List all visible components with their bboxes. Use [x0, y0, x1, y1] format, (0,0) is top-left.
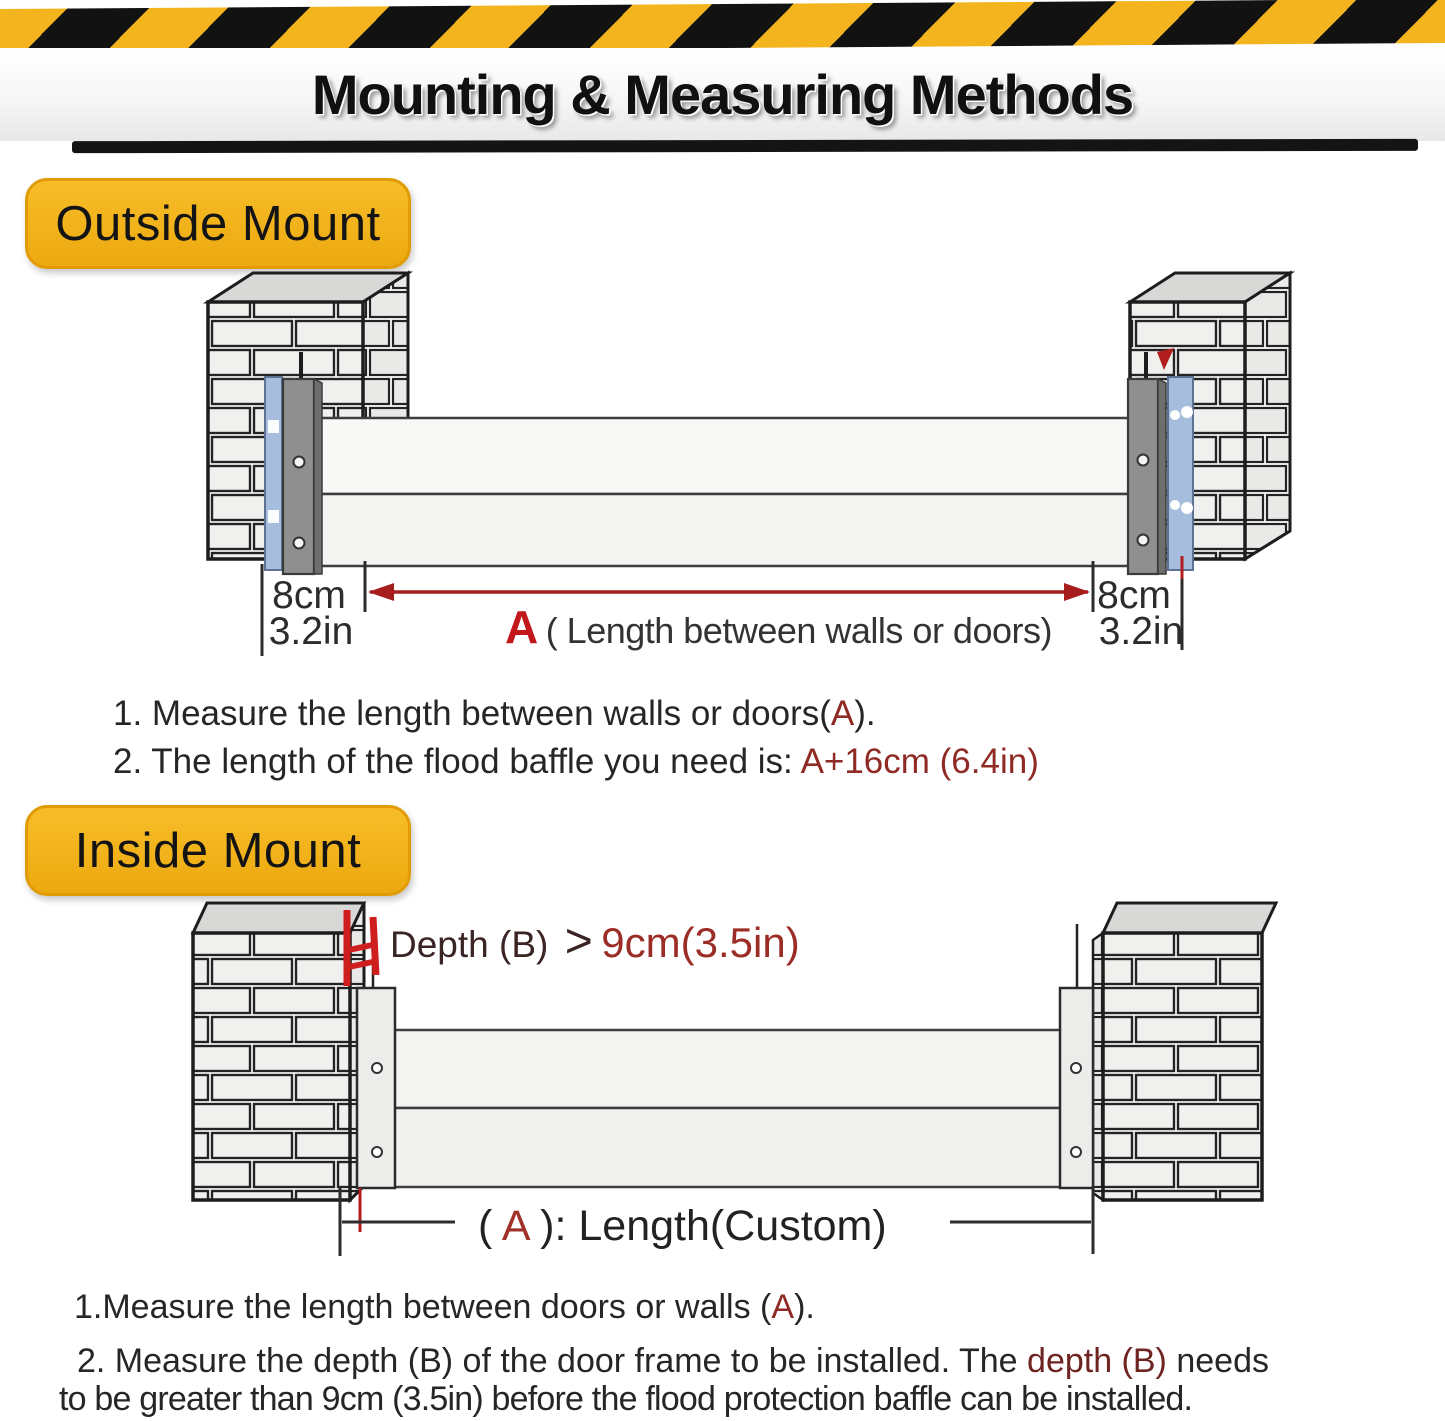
outside-mount-label-text: Outside Mount — [55, 196, 381, 251]
outside-step-2 — [113, 742, 1039, 782]
outside-step-1 — [113, 694, 876, 734]
inside-mount-label-text: Inside Mount — [74, 823, 362, 878]
left-overlap-inch: 3.2in — [268, 610, 354, 653]
right-overlap-cm: 8cm — [1097, 574, 1171, 617]
left-wall-front-face — [193, 933, 350, 1200]
inside-right-wall — [1093, 903, 1276, 1200]
screw-hole — [1138, 455, 1149, 466]
inside-step1-end: ). — [794, 1288, 815, 1326]
length-label-rest: ): Length(Custom) — [540, 1202, 887, 1250]
arrow-head-right-icon — [1064, 583, 1090, 601]
inside-step2-continuation: to be greater than 9cm (3.5in) before the flood protection baffle can be installed. — [59, 1380, 1193, 1418]
caution-stripe-band — [0, 0, 1445, 53]
screw-hole — [1071, 1063, 1081, 1073]
inside-left-bracket — [357, 960, 395, 1188]
outside-step1-a: A — [830, 694, 855, 733]
outside-step1-end: ). — [854, 694, 876, 733]
inside-mount-label — [25, 805, 411, 896]
right-wall-side-face — [1245, 273, 1290, 559]
inside-step1-text: 1.Measure the length between doors or walls ( — [74, 1288, 772, 1326]
right-channel-rail — [1168, 377, 1193, 570]
inside-right-bracket — [1060, 924, 1093, 1188]
flood-barrier-panels — [303, 418, 1145, 566]
page-title: Mounting & Measuring Methods — [311, 63, 1134, 126]
left-channel-rail — [265, 377, 282, 570]
right-mounting-assembly — [1128, 348, 1193, 574]
title-band — [0, 48, 1445, 141]
left-mounting-bracket — [357, 988, 395, 1188]
depth-value: 9cm(3.5in) — [601, 919, 800, 966]
span-a-letter: A — [505, 601, 539, 653]
inside-step-2-line2 — [59, 1380, 1192, 1419]
left-overlap-cm: 8cm — [272, 574, 346, 617]
outside-step2-text: 2. The length of the flood baffle you need is: — [113, 742, 801, 781]
outside-mount-label — [25, 178, 411, 269]
barrier-panel-bottom — [380, 1108, 1068, 1187]
inside-step2-text: 2. Measure the depth (B) of the door frame to be installed. The — [77, 1342, 1028, 1380]
inside-mount-diagram — [0, 895, 1445, 1295]
screw-hole — [1071, 1147, 1081, 1157]
screw-hole — [294, 457, 305, 468]
depth-label — [390, 915, 800, 968]
inside-step2-highlight: depth (B) — [1027, 1342, 1167, 1380]
screw-hole — [372, 1063, 382, 1073]
inside-step2-end: needs — [1166, 1342, 1269, 1380]
outside-mount-diagram — [0, 268, 1445, 690]
span-length-label — [505, 601, 1052, 653]
inside-step1-a: A — [771, 1288, 795, 1326]
depth-label-text: Depth (B) — [390, 924, 549, 965]
screw-hole — [1138, 535, 1149, 546]
right-wall-top-face — [1103, 903, 1276, 933]
custom-length-label — [478, 1202, 887, 1250]
arrow-head-left-icon — [368, 583, 394, 601]
inside-barrier-panels — [380, 1030, 1068, 1187]
screw-hole — [294, 538, 305, 549]
right-post-side — [1158, 379, 1166, 574]
barrier-panel-top — [303, 418, 1145, 494]
inside-left-wall — [193, 903, 364, 1200]
outside-step2-formula: A+16cm (6.4in) — [800, 742, 1039, 781]
left-post-side — [314, 379, 322, 574]
left-wall-top-face — [193, 903, 364, 933]
barrier-panel-top — [380, 1030, 1068, 1108]
inside-step-1 — [74, 1288, 815, 1327]
outside-step1-text: 1. Measure the length between walls or doors( — [113, 694, 831, 733]
barrier-panel-bottom — [303, 494, 1145, 566]
right-mounting-bracket — [1060, 988, 1093, 1188]
length-open-paren: ( — [478, 1202, 493, 1250]
banner-underline-bar — [72, 139, 1418, 153]
span-label-rest: ( Length between walls or doors) — [545, 610, 1052, 651]
length-a-letter: A — [501, 1202, 529, 1250]
rail-mark — [1170, 500, 1180, 510]
left-mounting-assembly — [265, 352, 322, 574]
rail-mark — [1170, 410, 1180, 420]
right-wall-front-face — [1103, 933, 1262, 1200]
inside-step-2-line1 — [77, 1342, 1269, 1381]
screw-hole — [372, 1147, 382, 1157]
right-overlap-inch: 3.2in — [1098, 610, 1184, 653]
rail-mark — [268, 420, 279, 433]
depth-gt-sign: > — [564, 915, 593, 968]
rail-mark — [268, 510, 279, 523]
rail-mark — [1181, 502, 1193, 514]
rail-mark — [1181, 406, 1193, 418]
